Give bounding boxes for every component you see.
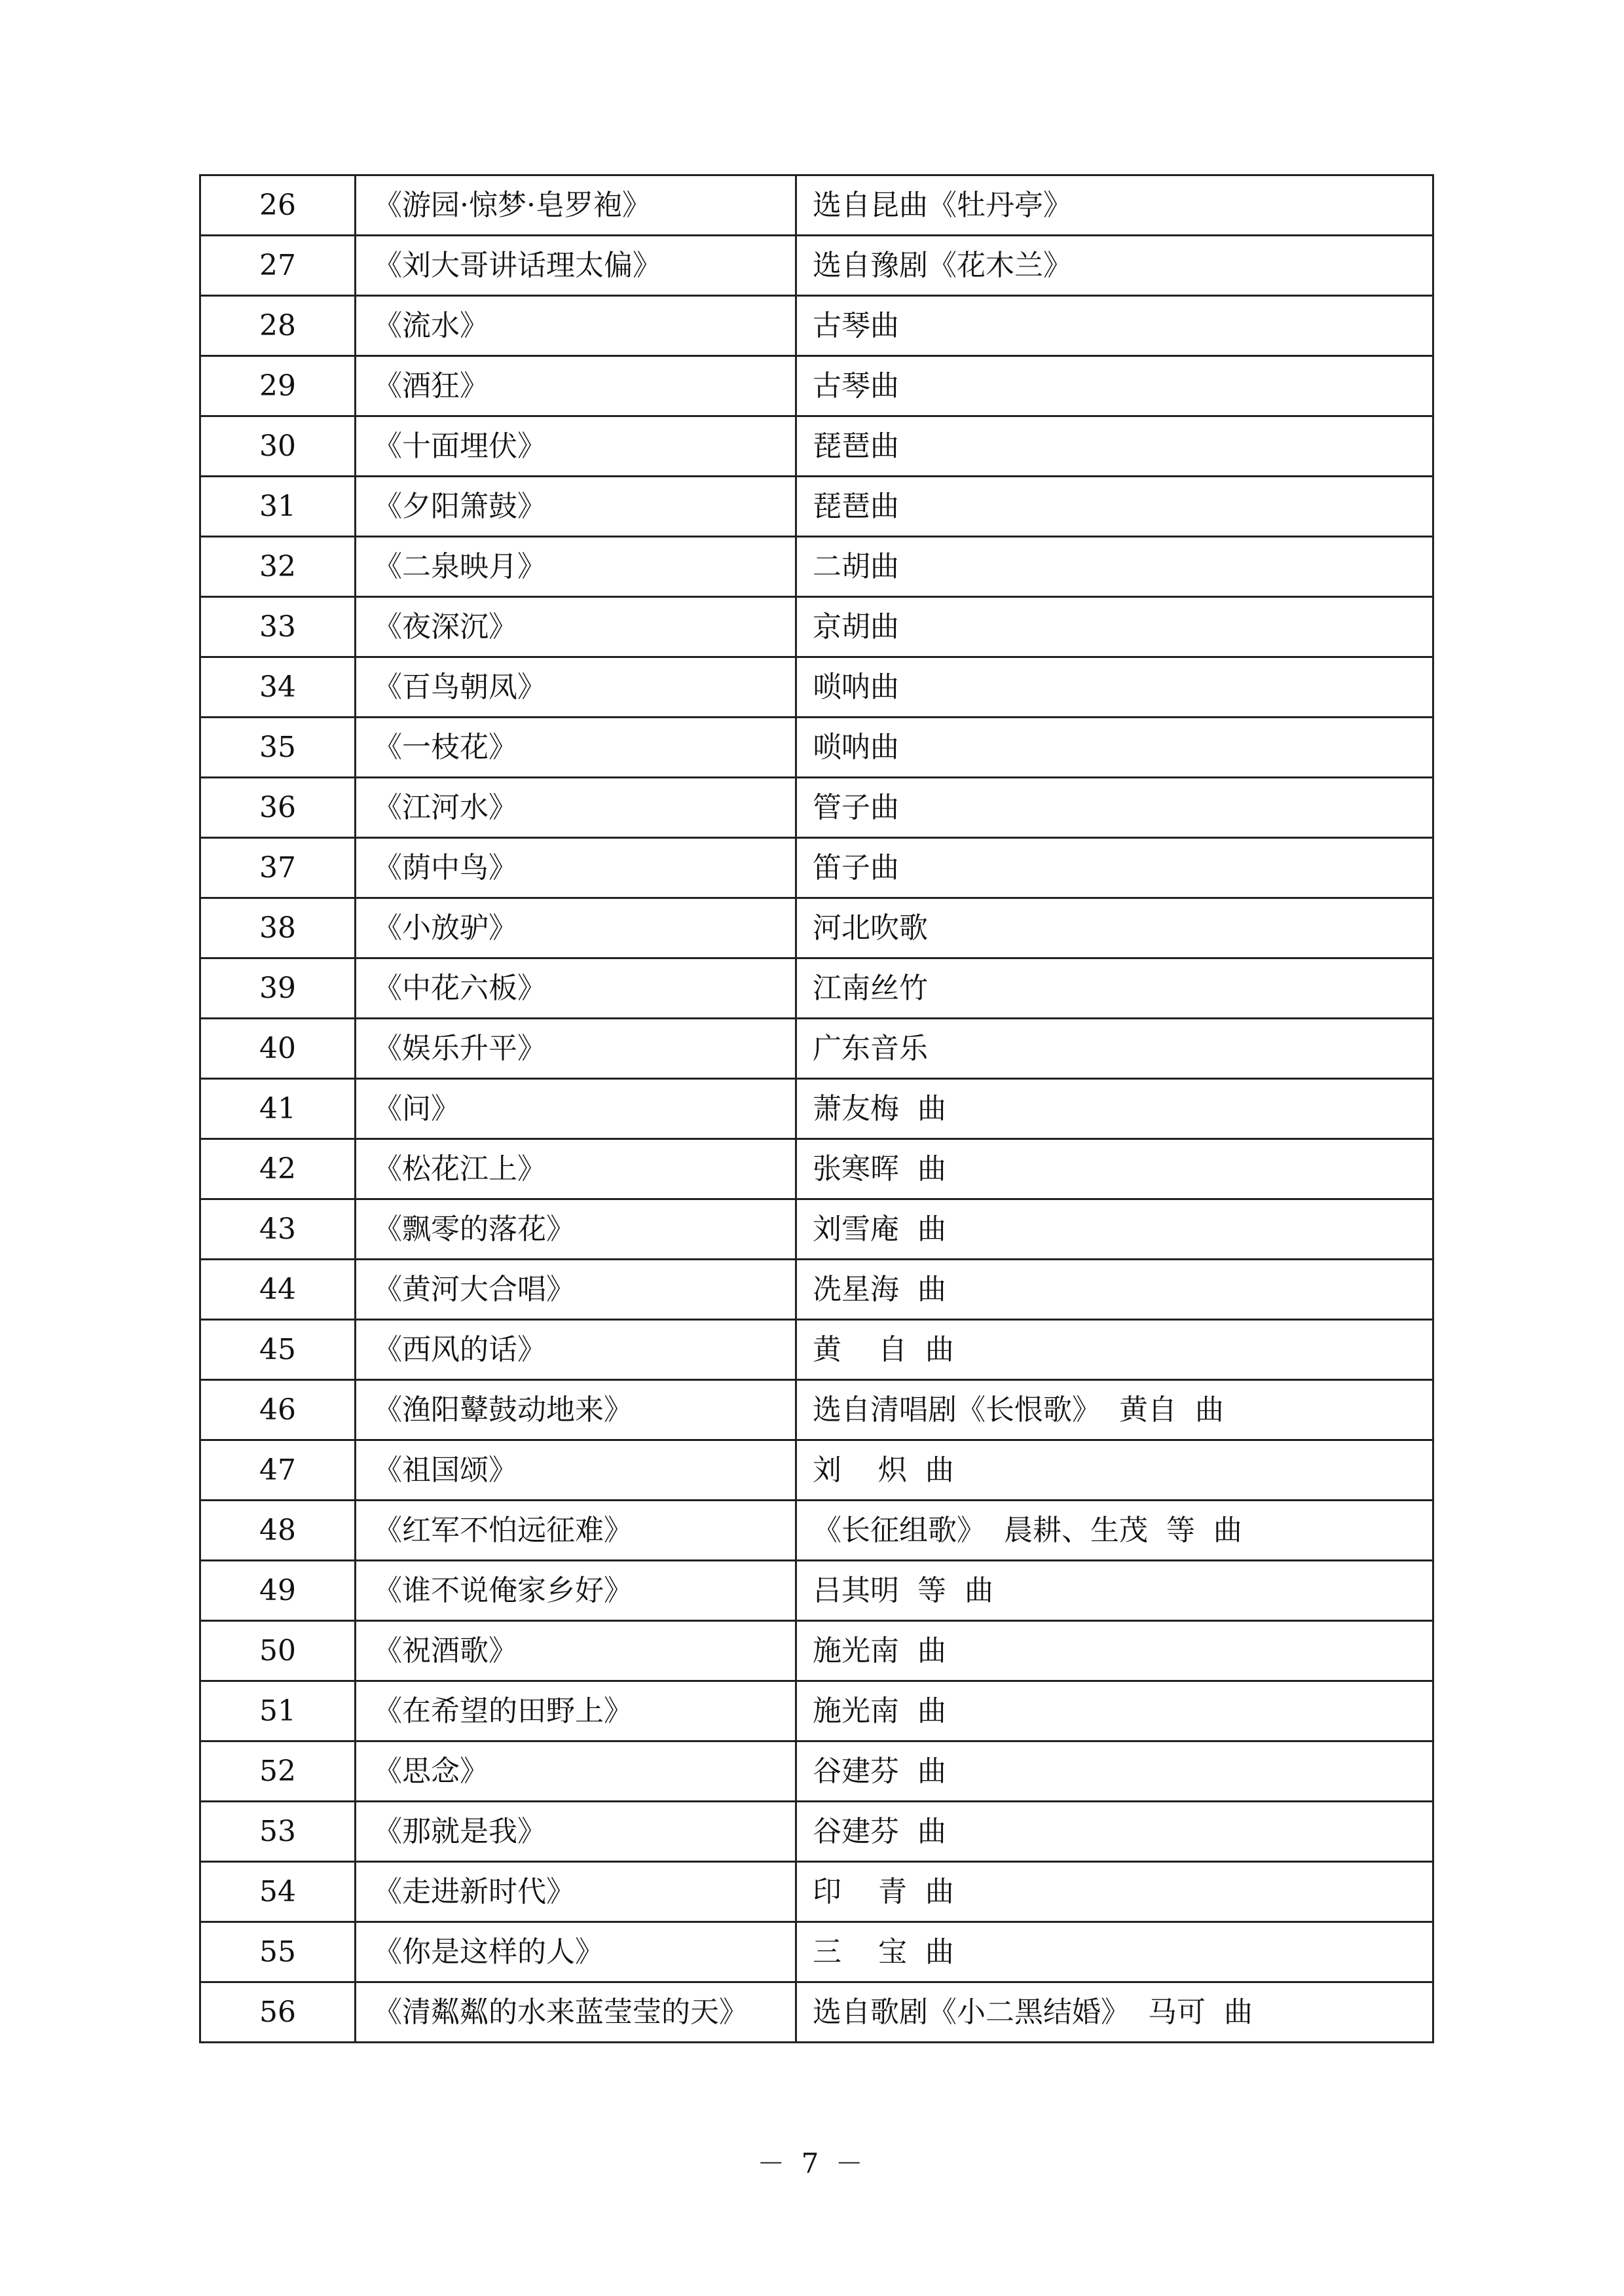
work-title-cell: 《在希望的田野上》 (356, 1681, 796, 1741)
work-title-cell: 《黄河大合唱》 (356, 1260, 796, 1320)
page-number: － 7 － (757, 2147, 867, 2179)
row-number-cell: 51 (200, 1681, 356, 1741)
row-number-cell: 41 (200, 1079, 356, 1139)
table-row (200, 1079, 1433, 1139)
row-number-cell: 35 (200, 718, 356, 778)
row-number-cell: 50 (200, 1621, 356, 1681)
row-number-cell: 56 (200, 1982, 356, 2043)
work-note-cell: 古琴曲 (796, 356, 1433, 416)
table-row (200, 1139, 1433, 1199)
row-number-cell: 37 (200, 838, 356, 898)
row-number-cell: 54 (200, 1862, 356, 1922)
work-note-cell: 管子曲 (796, 778, 1433, 838)
table-row (200, 175, 1433, 236)
work-title-cell: 《荫中鸟》 (356, 838, 796, 898)
work-title-cell: 《刘大哥讲话理太偏》 (356, 236, 796, 296)
table-row (200, 838, 1433, 898)
row-number-cell: 34 (200, 657, 356, 718)
work-note-cell: 印 青 曲 (796, 1862, 1433, 1922)
work-title-cell: 《十面埋伏》 (356, 416, 796, 477)
table-row (200, 718, 1433, 778)
work-title-cell: 《夕阳箫鼓》 (356, 477, 796, 537)
table-row (200, 1741, 1433, 1802)
work-note-cell: 选自豫剧《花木兰》 (796, 236, 1433, 296)
row-number-cell: 46 (200, 1380, 356, 1440)
table-body (200, 175, 1433, 2043)
work-title-cell: 《一枝花》 (356, 718, 796, 778)
row-number-cell: 40 (200, 1019, 356, 1079)
row-number-cell: 55 (200, 1922, 356, 1982)
work-title-cell: 《二泉映月》 (356, 537, 796, 597)
work-title-cell: 《江河水》 (356, 778, 796, 838)
row-number-cell: 30 (200, 416, 356, 477)
work-title-cell: 《走进新时代》 (356, 1862, 796, 1922)
work-title-cell: 《清粼粼的水来蓝莹莹的天》 (356, 1982, 796, 2043)
work-title-cell: 《夜深沉》 (356, 597, 796, 657)
row-number-cell: 45 (200, 1320, 356, 1380)
work-note-cell: 琵琶曲 (796, 477, 1433, 537)
work-title-cell: 《游园·惊梦·皂罗袍》 (356, 175, 796, 236)
table-row (200, 1199, 1433, 1260)
work-note-cell: 施光南 曲 (796, 1621, 1433, 1681)
row-number-cell: 43 (200, 1199, 356, 1260)
table-row (200, 1380, 1433, 1440)
table-row (200, 477, 1433, 537)
work-note-cell: 唢呐曲 (796, 657, 1433, 718)
work-title-cell: 《中花六板》 (356, 958, 796, 1019)
table-row (200, 1982, 1433, 2043)
work-note-cell: 张寒晖 曲 (796, 1139, 1433, 1199)
table-row (200, 416, 1433, 477)
work-title-cell: 《酒狂》 (356, 356, 796, 416)
table-row (200, 236, 1433, 296)
table-row (200, 657, 1433, 718)
work-note-cell: 唢呐曲 (796, 718, 1433, 778)
table-row (200, 1320, 1433, 1380)
work-note-cell: 二胡曲 (796, 537, 1433, 597)
work-title-cell: 《飘零的落花》 (356, 1199, 796, 1260)
table-row (200, 1440, 1433, 1501)
row-number-cell: 31 (200, 477, 356, 537)
work-note-cell: 广东音乐 (796, 1019, 1433, 1079)
row-number-cell: 36 (200, 778, 356, 838)
work-note-cell: 江南丝竹 (796, 958, 1433, 1019)
row-number-cell: 52 (200, 1741, 356, 1802)
table-row (200, 958, 1433, 1019)
work-note-cell: 萧友梅 曲 (796, 1079, 1433, 1139)
repertoire-table (199, 174, 1434, 2043)
row-number-cell: 39 (200, 958, 356, 1019)
table-row (200, 1802, 1433, 1862)
work-note-cell: 谷建芬 曲 (796, 1802, 1433, 1862)
work-note-cell: 黄 自 曲 (796, 1320, 1433, 1380)
work-note-cell: 施光南 曲 (796, 1681, 1433, 1741)
row-number-cell: 48 (200, 1501, 356, 1561)
row-number-cell: 44 (200, 1260, 356, 1320)
row-number-cell: 42 (200, 1139, 356, 1199)
work-note-cell: 河北吹歌 (796, 898, 1433, 958)
row-number-cell: 49 (200, 1561, 356, 1621)
row-number-cell: 47 (200, 1440, 356, 1501)
work-title-cell: 《谁不说俺家乡好》 (356, 1561, 796, 1621)
table-row (200, 1561, 1433, 1621)
work-title-cell: 《思念》 (356, 1741, 796, 1802)
work-title-cell: 《渔阳鼙鼓动地来》 (356, 1380, 796, 1440)
table-row (200, 356, 1433, 416)
work-title-cell: 《流水》 (356, 296, 796, 356)
work-title-cell: 《祖国颂》 (356, 1440, 796, 1501)
work-title-cell: 《百鸟朝凤》 (356, 657, 796, 718)
table-row (200, 1862, 1433, 1922)
work-note-cell: 刘 炽 曲 (796, 1440, 1433, 1501)
work-title-cell: 《娱乐升平》 (356, 1019, 796, 1079)
row-number-cell: 53 (200, 1802, 356, 1862)
work-note-cell: 《长征组歌》 晨耕、生茂 等 曲 (796, 1501, 1433, 1561)
table-row (200, 1621, 1433, 1681)
work-note-cell: 三 宝 曲 (796, 1922, 1433, 1982)
table-row (200, 1019, 1433, 1079)
work-note-cell: 京胡曲 (796, 597, 1433, 657)
work-note-cell: 谷建芬 曲 (796, 1741, 1433, 1802)
table-row (200, 1501, 1433, 1561)
work-note-cell: 吕其明 等 曲 (796, 1561, 1433, 1621)
work-title-cell: 《红军不怕远征难》 (356, 1501, 796, 1561)
work-note-cell: 刘雪庵 曲 (796, 1199, 1433, 1260)
work-title-cell: 《祝酒歌》 (356, 1621, 796, 1681)
row-number-cell: 26 (200, 175, 356, 236)
work-title-cell: 《问》 (356, 1079, 796, 1139)
table-row (200, 778, 1433, 838)
row-number-cell: 28 (200, 296, 356, 356)
row-number-cell: 32 (200, 537, 356, 597)
table-row (200, 1922, 1433, 1982)
work-note-cell: 琵琶曲 (796, 416, 1433, 477)
work-note-cell: 选自清唱剧《长恨歌》 黄自 曲 (796, 1380, 1433, 1440)
table-row (200, 296, 1433, 356)
work-title-cell: 《小放驴》 (356, 898, 796, 958)
work-note-cell: 选自歌剧《小二黑结婚》 马可 曲 (796, 1982, 1433, 2043)
work-note-cell: 笛子曲 (796, 838, 1433, 898)
table-row (200, 898, 1433, 958)
work-note-cell: 古琴曲 (796, 296, 1433, 356)
work-title-cell: 《那就是我》 (356, 1802, 796, 1862)
row-number-cell: 33 (200, 597, 356, 657)
work-title-cell: 《你是这样的人》 (356, 1922, 796, 1982)
table-row (200, 537, 1433, 597)
table-row (200, 597, 1433, 657)
table-row (200, 1681, 1433, 1741)
row-number-cell: 38 (200, 898, 356, 958)
work-note-cell: 冼星海 曲 (796, 1260, 1433, 1320)
work-title-cell: 《西风的话》 (356, 1320, 796, 1380)
row-number-cell: 27 (200, 236, 356, 296)
work-title-cell: 《松花江上》 (356, 1139, 796, 1199)
row-number-cell: 29 (200, 356, 356, 416)
work-note-cell: 选自昆曲《牡丹亭》 (796, 175, 1433, 236)
table-row (200, 1260, 1433, 1320)
